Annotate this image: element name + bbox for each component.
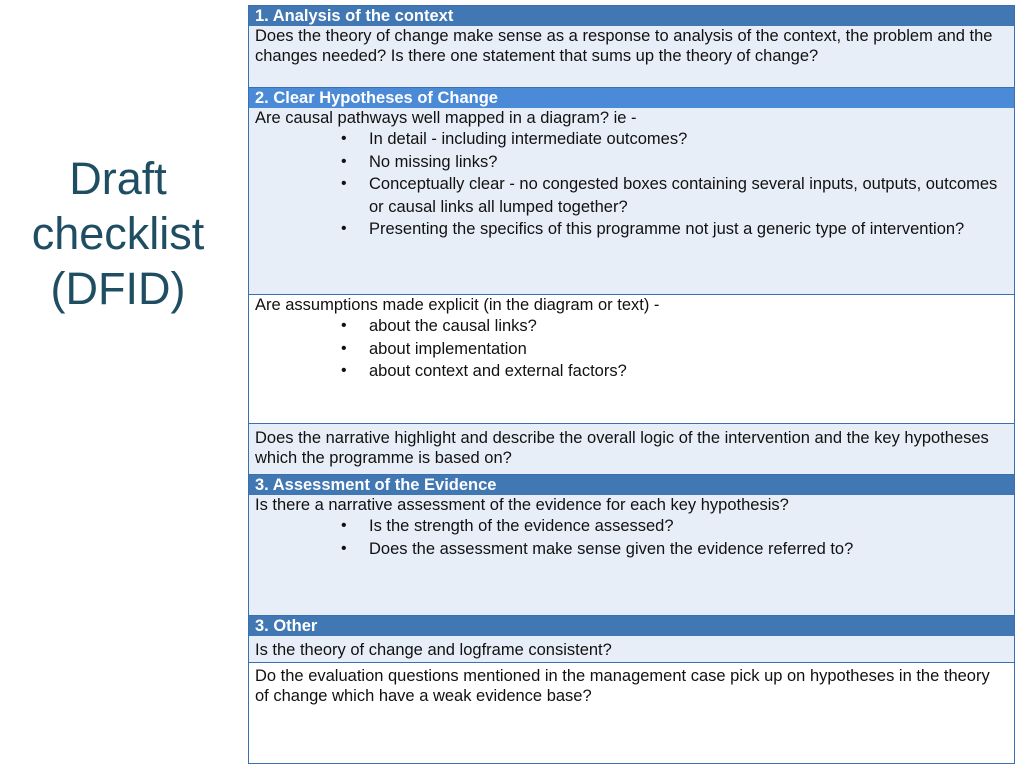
section-header-clear-hypotheses: 2. Clear Hypotheses of Change [249,88,1014,108]
bullet-item: • In detail - including intermediate outcomes? [362,128,1008,151]
slide-title-line-3: (DFID) [50,262,186,314]
checklist-row-context [249,26,1014,88]
section-header-other: 3. Other [249,616,1014,636]
bullet-item: • Conceptually clear - no congested boxes containing several inputs, outputs, outcomes or causal links all lumped together? [362,173,1008,218]
slide-title [0,152,236,317]
bullet-list [255,128,1008,241]
checklist-question: Do the evaluation questions mentioned in the management case pick up on hypotheses in the theory of change which have a weak evidence base? [255,667,990,705]
bullet-item: • Does the assessment make sense given the evidence referred to? [362,538,1008,561]
bullet-list [255,315,1008,383]
checklist-question: Is the theory of change and logframe consistent? [255,641,612,659]
bullet-list [255,515,1008,560]
slide-title-line-2: checklist [31,207,205,259]
checklist-question: Does the theory of change make sense as a response to analysis of the context, the problem and the changes needed? Is there one statement that sums up the theory of change? [255,27,993,65]
checklist-question: Is there a narrative assessment of the evidence for each key hypothesis? [255,496,789,514]
checklist-row-narrative [249,424,1014,475]
bullet-item: • No missing links? [362,151,1008,174]
checklist-row-logframe [249,636,1014,663]
slide-title-line-1: Draft [69,153,167,204]
section-header-assessment-of-evidence: 3. Assessment of the Evidence [249,475,1014,495]
checklist-question: Does the narrative highlight and describe the overall logic of the intervention and the key hypotheses which the programme is based on? [255,429,989,467]
bullet-item: • Is the strength of the evidence assessed? [362,515,1008,538]
bullet-item: • Presenting the specifics of this programme not just a generic type of intervention? [362,218,1008,241]
bullet-item: • about context and external factors? [362,360,1008,383]
bullet-item: • about the causal links? [362,315,1008,338]
checklist-row-causal-pathways [249,108,1014,295]
checklist-question: Are assumptions made explicit (in the diagram or text) - [255,296,660,314]
section-header-analysis-of-context: 1. Analysis of the context [249,6,1014,26]
checklist-question: Are causal pathways well mapped in a diagram? ie - [255,109,637,127]
checklist-table [248,5,1015,764]
checklist-row-evaluation-questions [249,663,1014,763]
checklist-row-assumptions [249,295,1014,424]
checklist-row-evidence [249,495,1014,616]
bullet-item: • about implementation [362,338,1008,361]
